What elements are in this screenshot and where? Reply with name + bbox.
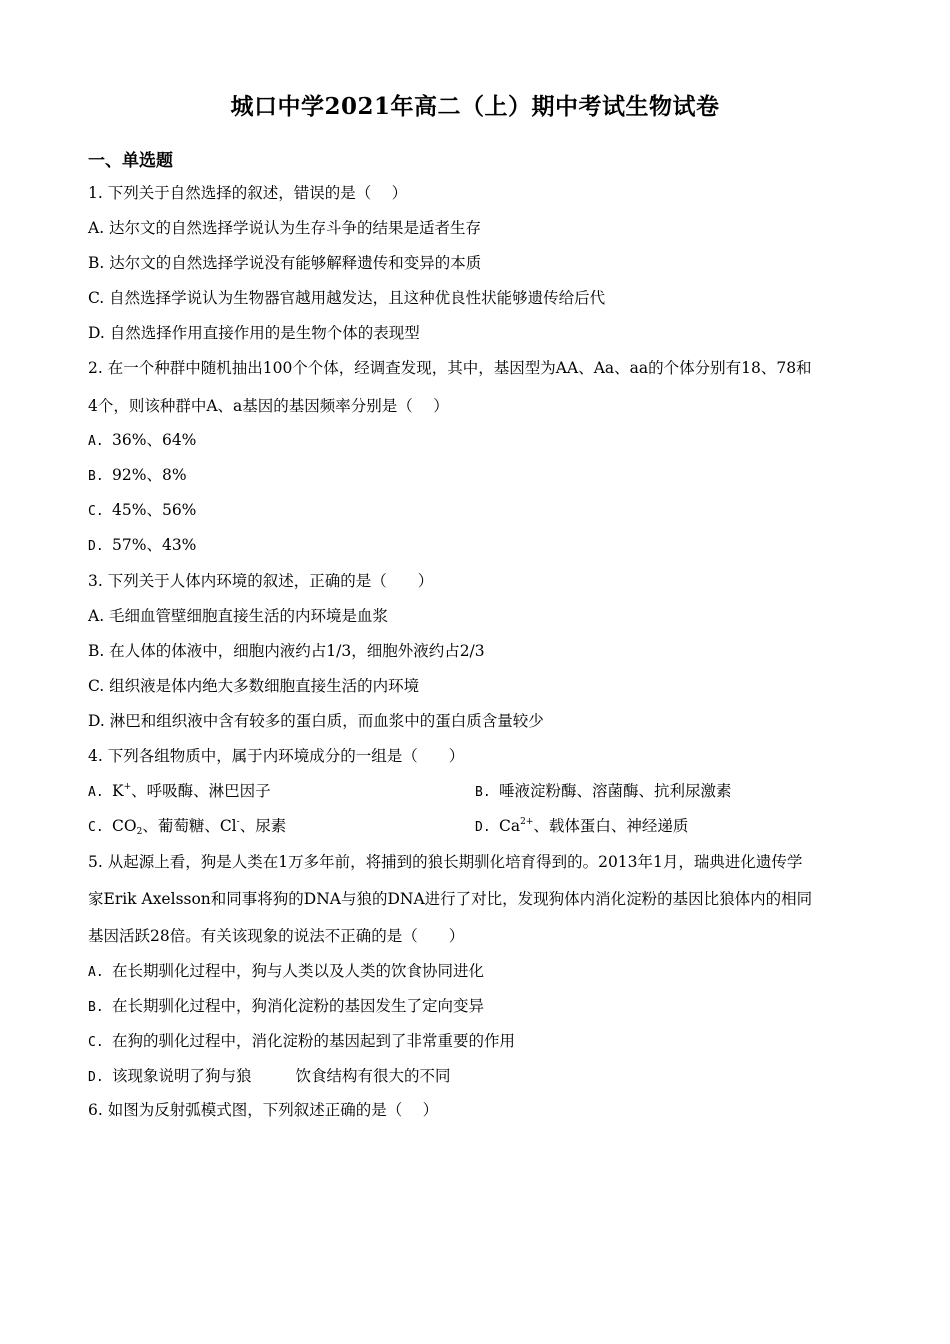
option-text: 在长期驯化过程中，狗与人类以及人类的饮食协同进化 [112,962,485,980]
formula-subscript: 2 [136,827,143,837]
question-2-stem-line-2: 4个，则该种群中A、a基因的基因频率分别是（ ） [88,397,449,415]
ion-symbol: Ca [499,817,521,835]
question-4-option-d [475,816,688,838]
question-5-stem-line-1: 5. 从起源上看，狗是人类在1万多年前，将捕到的狼长期驯化培育得到的。2013年1月，瑞典进化遗传学 [88,853,803,871]
exam-title: 城口中学2021年高二（上）期中考试生物试卷 [230,93,720,120]
question-5-option-c [88,1031,515,1053]
charge-superscript: - [236,817,240,827]
option-text: 57%、43% [112,536,197,554]
question-5-stem-line-2: 家Erik Axelsson和同事将狗的DNA与狼的DNA进行了对比，发现狗体内消化淀粉的基因比狼体内的相同 [88,890,813,908]
option-text: 、载体蛋白、神经递质 [533,817,689,835]
option-letter: A. [88,434,104,449]
option-text: 唾液淀粉酶、溶菌酶、抗利尿激素 [499,782,732,800]
option-letter: D. [475,820,491,835]
question-5-stem-line-3: 基因活跃28倍。有关该现象的说法不正确的是（ ） [88,927,465,945]
option-text: 、呼吸酶、淋巴因子 [131,782,271,800]
formula-text: CO [112,817,137,835]
option-text: 、尿素 [239,817,287,835]
question-2-option-b [88,465,187,487]
option-text: 在狗的驯化过程中，消化淀粉的基因起到了非常重要的作用 [112,1032,516,1050]
question-3-option-a: A. 毛细血管壁细胞直接生活的内环境是血浆 [88,607,389,625]
option-text: 在长期驯化过程中，狗消化淀粉的基因发生了定向变异 [112,997,485,1015]
question-5-option-a [88,961,484,983]
option-text: 36%、64% [112,431,197,449]
option-text: 45%、56% [112,501,197,519]
charge-superscript: 2+ [520,817,534,827]
option-text: 、葡萄糖、Cl [142,817,237,835]
option-letter: B. [88,469,104,484]
question-2-stem-line-1: 2. 在一个种群中随机抽出100个个体，经调查发现，其中，基因型为AA、Aa、aa的个体分别有18、78和 [88,359,812,377]
question-5-option-b [88,996,484,1018]
question-1-option-c: C. 自然选择学说认为生物器官越用越发达，且这种优良性状能够遗传给后代 [88,289,606,307]
question-3-stem: 3. 下列关于人体内环境的叙述，正确的是（ ） [88,572,434,590]
question-2-option-a [88,430,196,452]
question-5-option-d [88,1066,451,1088]
option-letter: A. [88,965,104,980]
option-letter: A. [88,785,104,800]
question-4-option-b [475,781,732,803]
option-text: 该现象说明了狗与狼 [112,1067,252,1085]
question-4-option-c [88,816,286,838]
question-4-option-a [88,781,271,803]
option-text: 饮食结构有很大的不同 [295,1067,451,1085]
option-text: 92%、8% [112,466,187,484]
question-2-option-c [88,500,196,522]
question-1-stem: 1. 下列关于自然选择的叙述，错误的是（ ） [88,184,408,202]
option-letter: B. [475,785,491,800]
option-letter: C. [88,504,104,519]
question-3-option-b: B. 在人体的体液中，细胞内液约占1/3，细胞外液约占2/3 [88,642,485,660]
ion-symbol: K [112,782,124,800]
question-6-stem: 6. 如图为反射弧模式图，下列叙述正确的是（ ） [88,1101,439,1119]
option-letter: B. [88,1000,104,1015]
option-letter: D. [88,1070,104,1085]
option-letter: C. [88,820,104,835]
question-1-option-a: A. 达尔文的自然选择学说认为生存斗争的结果是适者生存 [88,219,482,237]
question-3-option-d: D. 淋巴和组织液中含有较多的蛋白质，而血浆中的蛋白质含量较少 [88,712,544,730]
question-1-option-b: B. 达尔文的自然选择学说没有能够解释遗传和变异的本质 [88,254,482,272]
question-3-option-c: C. 组织液是体内绝大多数细胞直接生活的内环境 [88,677,420,695]
section-heading: 一、单选题 [88,151,173,171]
option-letter: D. [88,539,104,554]
option-letter: C. [88,1035,104,1050]
question-1-option-d: D. 自然选择作用直接作用的是生物个体的表现型 [88,324,420,342]
question-2-option-d [88,535,196,557]
question-4-stem: 4. 下列各组物质中，属于内环境成分的一组是（ ） [88,747,465,765]
charge-superscript: + [123,782,132,792]
